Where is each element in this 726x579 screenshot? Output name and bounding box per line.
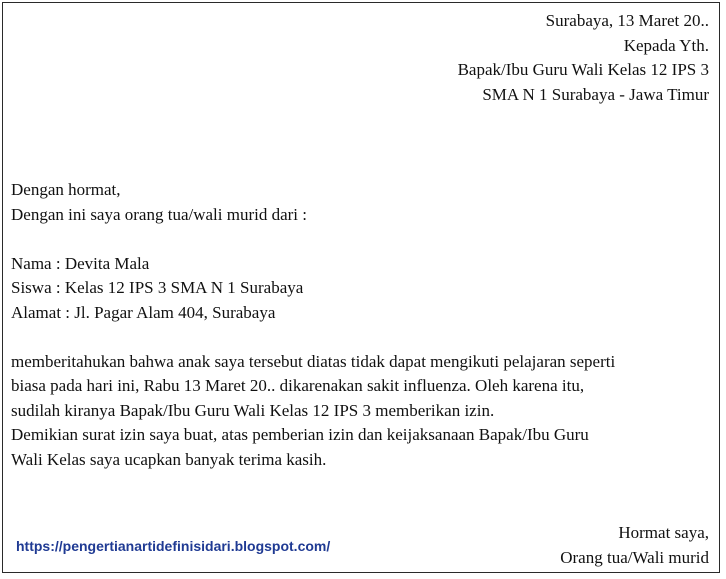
watermark-url: https://pengertianartidefinisidari.blogspot.com/ <box>16 538 331 554</box>
spacer <box>11 325 711 350</box>
closing-signer: Orang tua/Wali murid <box>560 547 709 567</box>
body-line: sudilah kiranya Bapak/Ibu Guru Wali Kelas 12 IPS 3 memberikan izin. <box>11 400 495 420</box>
body-line: Demikian surat izin saya buat, atas pemberian izin dan keijaksanaan Bapak/Ibu Guru <box>11 425 589 444</box>
letter-date: Surabaya, 13 Maret 20.. <box>545 11 709 30</box>
student-address: Alamat : Jl. Pagar Alam 404, Surabaya <box>11 302 276 322</box>
letter-header <box>458 9 709 107</box>
addressee-recipient: Bapak/Ibu Guru Wali Kelas 12 IPS 3 <box>457 60 709 79</box>
student-name: Nama : Devita Mala <box>11 253 150 273</box>
letter-page <box>2 2 720 573</box>
letter-body <box>11 178 711 472</box>
addressee-to: Kepada Yth. <box>623 35 709 55</box>
addressee-school: SMA N 1 Surabaya - Jawa Timur <box>482 84 709 104</box>
body-line: Wali Kelas saya ucapkan banyak terima kasih. <box>11 449 327 469</box>
body-line: biasa pada hari ini, Rabu 13 Maret 20.. dikarenakan sakit influenza. Oleh karena itu, <box>11 376 585 395</box>
student-class: Siswa : Kelas 12 IPS 3 SMA N 1 Surabaya <box>11 278 304 297</box>
spacer <box>11 227 711 252</box>
intro-line: Dengan ini saya orang tua/wali murid dari : <box>11 204 307 224</box>
greeting: Dengan hormat, <box>11 180 121 199</box>
body-line: memberitahukan bahwa anak saya tersebut diatas tidak dapat mengikuti pelajaran seperti <box>11 351 616 371</box>
closing-salutation: Hormat saya, <box>618 523 709 542</box>
letter-closing <box>560 521 709 570</box>
